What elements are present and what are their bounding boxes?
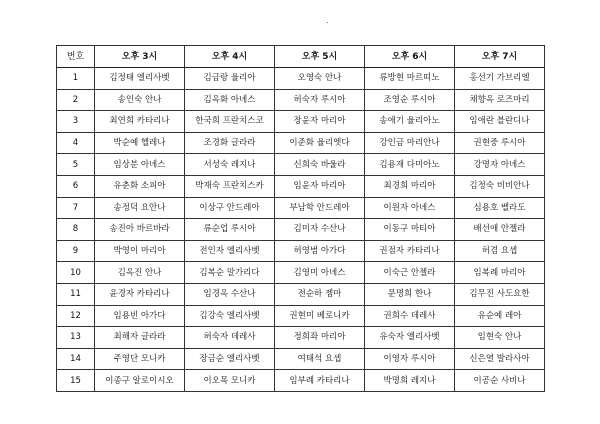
cell-5pm: 허숙자 루시아	[275, 89, 365, 111]
table-row	[57, 89, 545, 111]
cell-6pm: 박명희 레지나	[365, 370, 455, 392]
table-row	[57, 240, 545, 262]
cell-5pm: 장윤자 마리아	[275, 111, 365, 133]
header-5pm: 오후 5시	[275, 46, 365, 68]
row-number: 4	[57, 132, 95, 154]
row-number: 10	[57, 262, 95, 284]
cell-3pm: 박순예 헬레나	[95, 132, 185, 154]
table-row	[57, 68, 545, 90]
header-6pm: 오후 6시	[365, 46, 455, 68]
cell-6pm: 권점자 카타리나	[365, 240, 455, 262]
cell-7pm: 이공순 사비나	[455, 370, 545, 392]
row-number: 12	[57, 305, 95, 327]
cell-3pm: 유춘화 소피아	[95, 175, 185, 197]
table-row	[57, 327, 545, 349]
scan-dot	[327, 22, 328, 23]
table-row	[57, 283, 545, 305]
table-row	[57, 219, 545, 241]
row-number: 9	[57, 240, 95, 262]
cell-3pm: 최연희 카타리나	[95, 111, 185, 133]
cell-7pm: 배선애 안젤라	[455, 219, 545, 241]
table-row	[57, 175, 545, 197]
cell-5pm: 김영미 아녜스	[275, 262, 365, 284]
cell-6pm: 권희수 데레사	[365, 305, 455, 327]
cell-4pm: 조경화 글라라	[185, 132, 275, 154]
cell-4pm: 서성숙 레지나	[185, 154, 275, 176]
cell-6pm: 류방현 마르띠노	[365, 68, 455, 90]
table-row	[57, 197, 545, 219]
cell-7pm: 권현중 루시아	[455, 132, 545, 154]
cell-6pm: 문명희 한나	[365, 283, 455, 305]
cell-4pm: 이오목 모니카	[185, 370, 275, 392]
cell-4pm: 김옥화 아녜스	[185, 89, 275, 111]
cell-7pm: 신은열 발라사아	[455, 348, 545, 370]
cell-3pm: 임상분 아녜스	[95, 154, 185, 176]
table-row	[57, 111, 545, 133]
cell-4pm: 전인자 엘리사벳	[185, 240, 275, 262]
row-number: 2	[57, 89, 95, 111]
cell-4pm: 한국희 프란치스코	[185, 111, 275, 133]
row-number: 7	[57, 197, 95, 219]
cell-4pm: 류순업 루시아	[185, 219, 275, 241]
cell-4pm: 허숙자 데레사	[185, 327, 275, 349]
cell-3pm: 송인숙 안나	[95, 89, 185, 111]
schedule-sheet	[56, 45, 544, 392]
cell-4pm: 김강숙 엘리사벳	[185, 305, 275, 327]
cell-5pm: 여태석 요셉	[275, 348, 365, 370]
header-number: 번호	[57, 46, 95, 68]
cell-6pm: 유숙자 엘리사벳	[365, 327, 455, 349]
cell-3pm: 박영이 마리아	[95, 240, 185, 262]
cell-7pm: 홍선기 가브리엘	[455, 68, 545, 90]
cell-6pm: 송애기 율리아노	[365, 111, 455, 133]
cell-7pm: 허겸 요셉	[455, 240, 545, 262]
cell-3pm: 김옥진 안나	[95, 262, 185, 284]
cell-4pm: 장금순 엘리사벳	[185, 348, 275, 370]
header-3pm: 오후 3시	[95, 46, 185, 68]
cell-6pm: 최경희 마리아	[365, 175, 455, 197]
cell-3pm: 송진아 바르바라	[95, 219, 185, 241]
cell-6pm: 이원자 아녜스	[365, 197, 455, 219]
cell-5pm: 권현미 베로니카	[275, 305, 365, 327]
cell-6pm: 강인금 마리안나	[365, 132, 455, 154]
cell-4pm: 김복순 말가리다	[185, 262, 275, 284]
cell-6pm: 이동구 마티아	[365, 219, 455, 241]
cell-6pm: 이숙근 안젤라	[365, 262, 455, 284]
table-header-row	[57, 46, 545, 68]
cell-7pm: 채향옥 로즈마리	[455, 89, 545, 111]
cell-5pm: 허영범 아가다	[275, 240, 365, 262]
cell-5pm: 이준화 율리엣다	[275, 132, 365, 154]
row-number: 8	[57, 219, 95, 241]
cell-5pm: 정희좌 마리아	[275, 327, 365, 349]
row-number: 1	[57, 68, 95, 90]
schedule-table	[56, 45, 545, 392]
cell-7pm: 김무진 사도요한	[455, 283, 545, 305]
cell-6pm: 김용재 다미아노	[365, 154, 455, 176]
cell-7pm: 임애란 블란디나	[455, 111, 545, 133]
header-7pm: 오후 7시	[455, 46, 545, 68]
cell-4pm: 임경옥 수산나	[185, 283, 275, 305]
cell-5pm: 신희숙 바울라	[275, 154, 365, 176]
cell-4pm: 박재숙 프란치스카	[185, 175, 275, 197]
cell-7pm: 심용호 벨라도	[455, 197, 545, 219]
header-4pm: 오후 4시	[185, 46, 275, 68]
table-body	[57, 68, 545, 392]
row-number: 14	[57, 348, 95, 370]
cell-3pm: 이종구 알로이시오	[95, 370, 185, 392]
cell-5pm: 전순하 젬마	[275, 283, 365, 305]
cell-7pm: 유순예 레아	[455, 305, 545, 327]
cell-3pm: 임용빈 아가다	[95, 305, 185, 327]
table-row	[57, 348, 545, 370]
cell-3pm: 송정덕 요안나	[95, 197, 185, 219]
row-number: 3	[57, 111, 95, 133]
table-row	[57, 132, 545, 154]
cell-7pm: 임복례 마리아	[455, 262, 545, 284]
table-row	[57, 262, 545, 284]
cell-5pm: 김미자 수산나	[275, 219, 365, 241]
table-row	[57, 305, 545, 327]
cell-5pm: 부남학 안드레아	[275, 197, 365, 219]
row-number: 13	[57, 327, 95, 349]
cell-5pm: 임윤자 마리아	[275, 175, 365, 197]
table-row	[57, 154, 545, 176]
cell-5pm: 오영숙 안나	[275, 68, 365, 90]
row-number: 5	[57, 154, 95, 176]
cell-3pm: 최해자 글라라	[95, 327, 185, 349]
table-row	[57, 370, 545, 392]
cell-4pm: 김금랑 율리아	[185, 68, 275, 90]
cell-4pm: 이상구 안드레아	[185, 197, 275, 219]
cell-7pm: 김정숙 비비안나	[455, 175, 545, 197]
row-number: 11	[57, 283, 95, 305]
row-number: 15	[57, 370, 95, 392]
cell-3pm: 윤경자 카타리나	[95, 283, 185, 305]
cell-3pm: 주영단 모니카	[95, 348, 185, 370]
cell-7pm: 임현숙 안나	[455, 327, 545, 349]
cell-5pm: 임부례 카타리나	[275, 370, 365, 392]
cell-6pm: 조영순 루시아	[365, 89, 455, 111]
cell-7pm: 강명자 아녜스	[455, 154, 545, 176]
cell-6pm: 이영자 루시아	[365, 348, 455, 370]
cell-3pm: 김정태 엘리사벳	[95, 68, 185, 90]
row-number: 6	[57, 175, 95, 197]
